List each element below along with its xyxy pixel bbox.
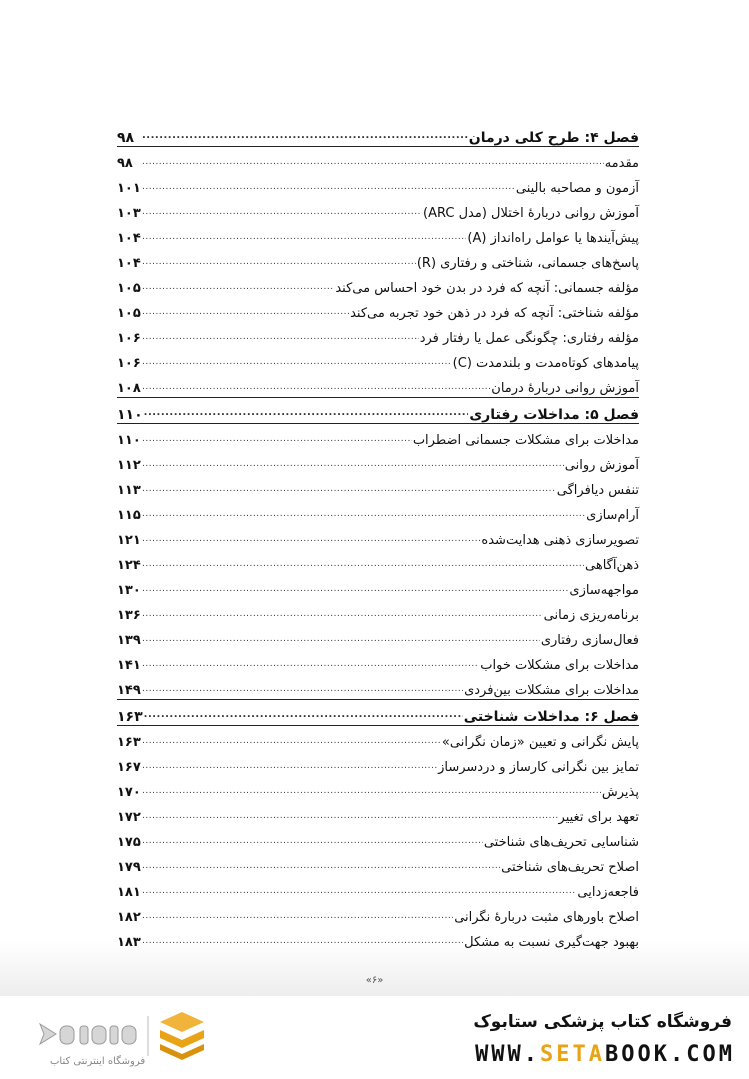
toc-page-number: ۱۶۳ [117, 709, 143, 725]
toc-page-number: ۱۲۴ [117, 558, 141, 573]
toc-entry-title: مواجهه‌سازی [569, 583, 639, 598]
toc-leader-dots [141, 304, 349, 322]
toc-leader-dots [141, 506, 585, 524]
toc-entry-title: تصویرسازی ذهنی هدایت‌شده [481, 533, 639, 548]
toc-leader-dots [141, 329, 419, 347]
toc-entry-row[interactable] [117, 574, 639, 599]
toc-page-number: ۱۲۱ [117, 533, 141, 548]
toc-page-number: ۱۷۰ [117, 785, 141, 800]
toc-entry-title: تمایز بین نگرانی کارساز و دردسرساز [438, 760, 639, 775]
toc-entry-title: اصلاح باورهای مثبت دربارهٔ نگرانی [454, 910, 639, 925]
toc-entry-title: پایش نگرانی و تعیین «زمان نگرانی» [441, 735, 639, 750]
toc-entry-row[interactable] [117, 599, 639, 624]
toc-entry-row[interactable] [117, 649, 639, 674]
toc-page-number: ۱۶۳ [117, 735, 141, 750]
toc-leader-dots [141, 606, 543, 624]
toc-entry-title: مداخلات برای مشکلات خواب [480, 658, 639, 673]
toc-entry-title: مؤلفه رفتاری: چگونگی عمل یا رفتار فرد [419, 331, 639, 346]
toc-entry-title: آزمون و مصاحبه بالینی [515, 181, 639, 196]
toc-entry-row[interactable] [117, 424, 639, 449]
table-of-contents [117, 121, 639, 951]
toc-leader-dots [143, 707, 463, 725]
toc-leader-dots [141, 229, 466, 247]
toc-leader-dots [141, 154, 604, 172]
toc-page-number: ۱۴۹ [117, 683, 141, 698]
toc-entry-row[interactable] [117, 851, 639, 876]
toc-entry-row[interactable] [117, 801, 639, 826]
toc-entry-row[interactable] [117, 474, 639, 499]
toc-page-number: ۹۸ [117, 156, 133, 171]
publisher-footer [0, 996, 749, 1079]
toc-leader-dots [141, 833, 483, 851]
toc-entry-row[interactable] [117, 222, 639, 247]
toc-entry-row[interactable] [117, 549, 639, 574]
toc-entry-title: آموزش روانی دربارهٔ اختلال (مدل ARC) [423, 206, 639, 221]
toc-page-number: ۱۰۴ [117, 256, 141, 271]
toc-chapter-row[interactable] [117, 398, 639, 424]
toc-entry-title: برنامه‌ریزی زمانی [543, 608, 639, 623]
toc-page-number: ۱۰۸ [117, 381, 141, 396]
brand-wordmark [40, 1024, 136, 1044]
toc-entry-title: آموزش روانی دربارهٔ درمان [491, 381, 639, 396]
toc-entry-title: آرام‌سازی [586, 508, 639, 523]
toc-page-number: ۱۱۲ [117, 458, 141, 473]
toc-entry-row[interactable] [117, 322, 639, 347]
toc-chapter-row[interactable] [117, 121, 639, 147]
toc-entry-title: فاجعه‌زدایی [577, 885, 639, 900]
toc-entry-title: آموزش روانی [564, 458, 639, 473]
toc-entry-row[interactable] [117, 172, 639, 197]
toc-page-number: ۱۳۶ [117, 608, 141, 623]
toc-entry-row[interactable] [117, 499, 639, 524]
toc-entry-title: پیامدهای کوتاه‌مدت و بلندمدت (C) [452, 356, 639, 371]
toc-leader-dots [141, 254, 416, 272]
toc-page-number: ۱۸۳ [117, 935, 141, 950]
store-name: فروشگاه کتاب پزشکی ستابوک [473, 1012, 732, 1032]
toc-leader-dots [141, 758, 437, 776]
toc-leader-dots [141, 204, 422, 222]
store-url-accent: SETA [540, 1042, 606, 1067]
setabook-logo [30, 1010, 210, 1060]
toc-leader-dots [141, 908, 453, 926]
toc-leader-dots [141, 128, 468, 146]
store-url-suffix: BOOK.COM [605, 1042, 735, 1067]
toc-entry-row[interactable] [117, 876, 639, 901]
toc-page-number: ۱۰۵ [117, 281, 141, 296]
toc-page-number: ۱۷۲ [117, 810, 141, 825]
toc-entry-title: بهبود جهت‌گیری نسبت به مشکل [464, 935, 639, 950]
toc-leader-dots [141, 481, 556, 499]
toc-page-number: ۱۱۰ [117, 433, 141, 448]
toc-page-number: ۱۱۳ [117, 483, 141, 498]
toc-leader-dots [141, 581, 568, 599]
toc-page-number: ۱۴۱ [117, 658, 141, 673]
toc-entry-title: فصل ۶: مداخلات شناختی [463, 709, 639, 725]
toc-page-number: ۱۱۰ [117, 407, 143, 423]
toc-entry-title: اصلاح تحریف‌های شناختی [501, 860, 639, 875]
toc-leader-dots [141, 556, 584, 574]
toc-entry-row[interactable] [117, 247, 639, 272]
toc-leader-dots [141, 883, 576, 901]
toc-leader-dots [141, 733, 441, 751]
toc-entry-row[interactable] [117, 751, 639, 776]
toc-page-number: ۱۷۵ [117, 835, 141, 850]
toc-leader-dots [143, 405, 469, 423]
toc-entry-row[interactable] [117, 347, 639, 372]
toc-page-number: ۱۸۱ [117, 885, 141, 900]
toc-entry-title: فصل ۴: طرح کلی درمان [468, 130, 639, 146]
page-number: «۶» [365, 975, 384, 986]
toc-entry-row[interactable] [117, 674, 639, 700]
toc-entry-row[interactable] [117, 901, 639, 926]
toc-entry-row[interactable] [117, 297, 639, 322]
toc-leader-dots [141, 656, 479, 674]
toc-page-number: ۱۳۰ [117, 583, 141, 598]
toc-leader-dots [141, 858, 500, 876]
toc-page-number: ۱۳۹ [117, 633, 141, 648]
toc-entry-row[interactable] [117, 776, 639, 801]
toc-page-number: ۱۰۴ [117, 231, 141, 246]
toc-entry-row[interactable] [117, 449, 639, 474]
toc-entry-row[interactable] [117, 624, 639, 649]
toc-entry-row[interactable] [117, 726, 639, 751]
toc-entry-row[interactable] [117, 147, 639, 172]
toc-leader-dots [141, 783, 601, 801]
toc-entry-row[interactable] [117, 926, 639, 951]
toc-leader-dots [141, 279, 334, 297]
toc-entry-title: فعال‌سازی رفتاری [540, 633, 639, 648]
toc-entry-title: پاسخ‌های جسمانی، شناختی و رفتاری (R) [416, 256, 639, 271]
toc-entry-title: تعهد برای تغییر [558, 810, 639, 825]
toc-page-number: ۱۶۷ [117, 760, 141, 775]
toc-entry-title: ذهن‌آگاهی [585, 558, 639, 573]
toc-leader-dots [141, 531, 480, 549]
toc-page-number: ۱۸۲ [117, 910, 141, 925]
toc-entry-title: پیش‌آیندها یا عوامل راه‌انداز (A) [467, 231, 639, 246]
toc-page-number: ۱۰۵ [117, 306, 141, 321]
toc-leader-dots [141, 808, 558, 826]
toc-chapter-row[interactable] [117, 700, 639, 726]
brand-tagline: فروشگاه اینترنتی کتاب [50, 1056, 146, 1067]
toc-entry-title: فصل ۵: مداخلات رفتاری [469, 407, 639, 423]
toc-page-number: ۱۱۵ [117, 508, 141, 523]
toc-entry-title: مقدمه [604, 156, 639, 171]
toc-page-number: ۱۰۶ [117, 331, 141, 346]
toc-entry-title: مؤلفه جسمانی: آنچه که فرد در بدن خود احساس می‌کند [335, 281, 639, 296]
toc-page-number: ۱۰۳ [117, 206, 141, 221]
toc-entry-row[interactable] [117, 524, 639, 549]
toc-leader-dots [141, 933, 463, 951]
toc-leader-dots [141, 179, 515, 197]
toc-leader-dots [141, 379, 490, 397]
toc-page-number: ۱۰۱ [117, 181, 141, 196]
toc-entry-row[interactable] [117, 826, 639, 851]
toc-page-number: ۹۸ [117, 130, 135, 146]
toc-leader-dots [141, 681, 463, 699]
toc-entry-title: شناسایی تحریف‌های شناختی [483, 835, 639, 850]
toc-entry-title: مؤلفه شناختی: آنچه که فرد در ذهن خود تجربه می‌کند [350, 306, 639, 321]
toc-leader-dots [141, 354, 452, 372]
toc-entry-title: پذیرش [601, 785, 639, 800]
book-stack-icon [160, 1012, 204, 1060]
toc-leader-dots [141, 431, 412, 449]
toc-entry-title: مداخلات برای مشکلات بین‌فردی [464, 683, 639, 698]
toc-entry-title: تنفس دیافراگی [556, 483, 639, 498]
toc-page-number: ۱۷۹ [117, 860, 141, 875]
toc-entry-row[interactable] [117, 197, 639, 222]
toc-entry-row[interactable] [117, 272, 639, 297]
store-url[interactable] [475, 1042, 735, 1067]
store-url-prefix: WWW. [475, 1042, 541, 1067]
toc-entry-title: مداخلات برای مشکلات جسمانی اضطراب [412, 433, 639, 448]
toc-leader-dots [141, 456, 564, 474]
toc-leader-dots [141, 631, 540, 649]
toc-entry-row[interactable] [117, 372, 639, 398]
toc-page-number: ۱۰۶ [117, 356, 141, 371]
